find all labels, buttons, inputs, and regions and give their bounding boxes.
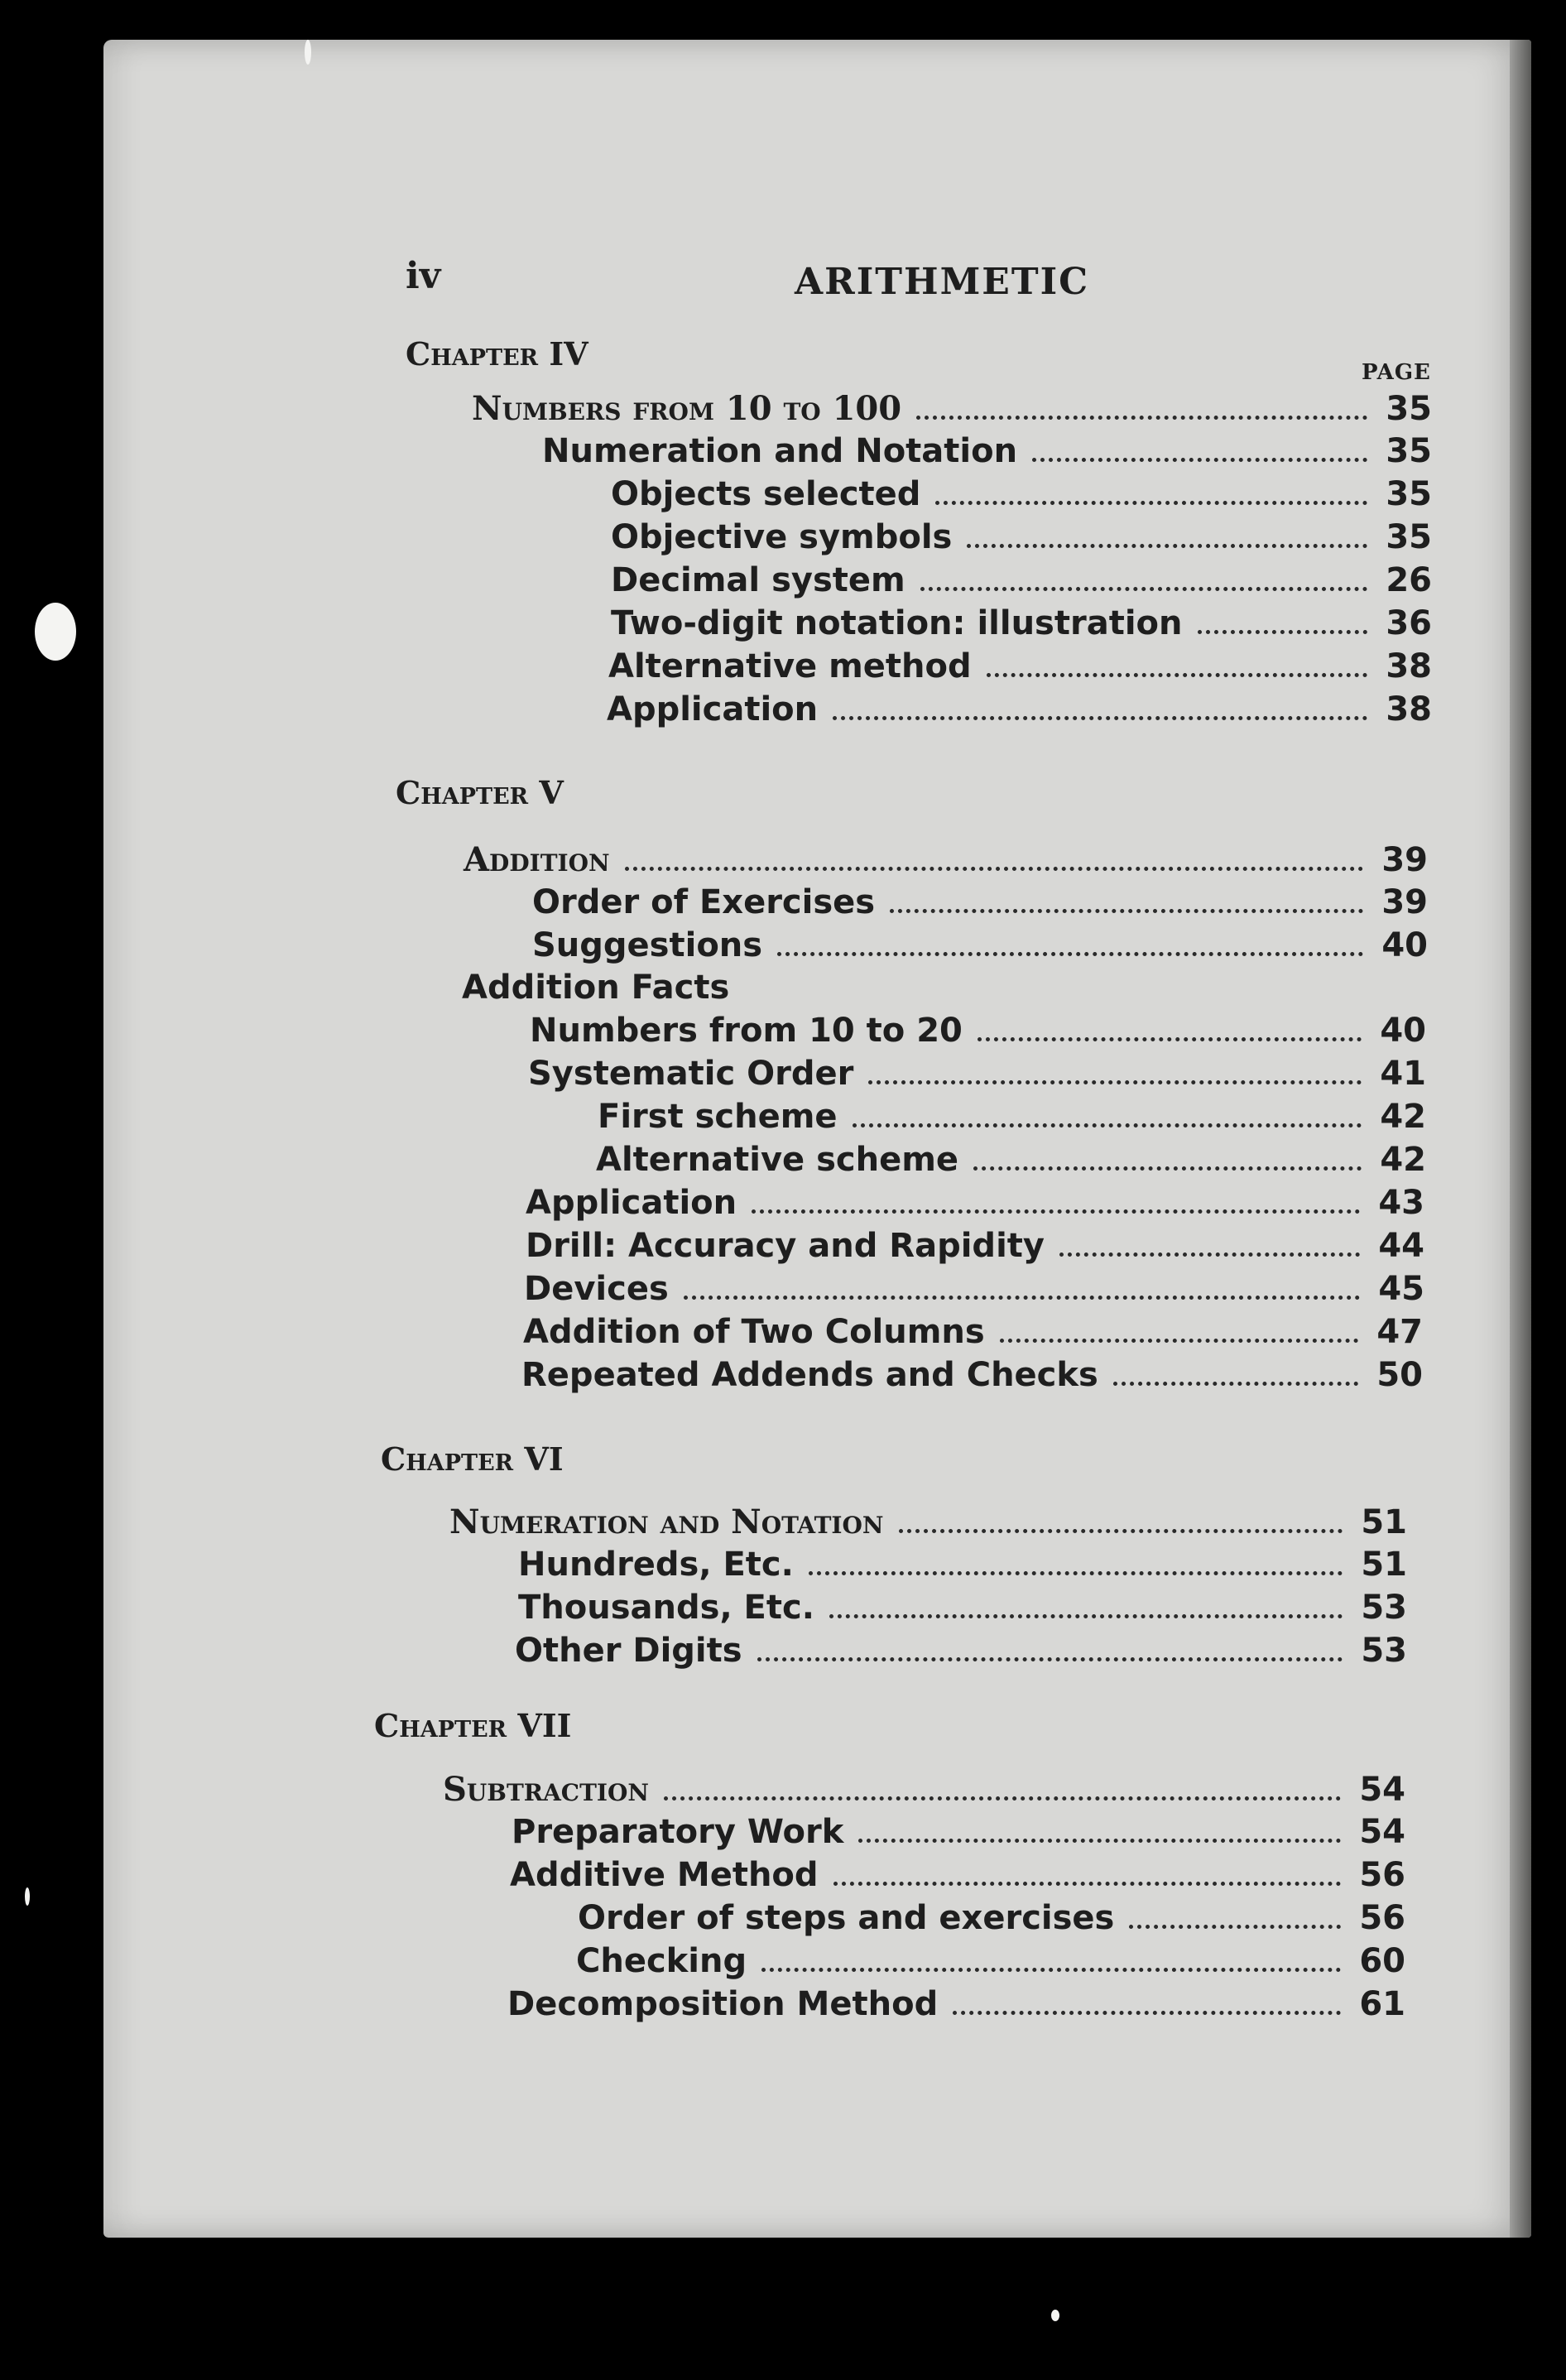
toc-entry-label: Decomposition Method	[507, 1985, 939, 2023]
dot-leader	[890, 909, 1363, 913]
dot-leader	[752, 1209, 1360, 1214]
toc-entry-page: 35	[1386, 432, 1432, 470]
toc-entry[interactable]	[542, 432, 1432, 475]
running-title: ARITHMETIC	[795, 261, 1090, 303]
dot-leader	[625, 867, 1363, 871]
dot-leader	[757, 1657, 1343, 1661]
dot-leader	[916, 416, 1367, 420]
toc-entry[interactable]	[518, 1589, 1407, 1632]
toc-entry-label: Numbers from 10 to 100	[472, 389, 902, 428]
toc-entry-page: 38	[1386, 690, 1432, 728]
toc-entry-label: Drill: Accuracy and Rapidity	[526, 1227, 1045, 1265]
dot-leader	[809, 1571, 1343, 1575]
dot-leader	[953, 2011, 1341, 2015]
dot-leader	[1113, 1382, 1358, 1386]
toc-entry-label: Application	[607, 690, 819, 728]
chapter-heading: Chapter VII	[374, 1707, 572, 1744]
toc-entry-label: Numeration and Notation	[449, 1503, 884, 1541]
toc-entry-label: Order of Exercises	[532, 883, 876, 921]
toc-entry-page: 44	[1378, 1227, 1424, 1265]
toc-entry-page: 35	[1386, 475, 1432, 513]
toc-entry-page: 56	[1359, 1856, 1405, 1894]
page-number: iv	[406, 255, 441, 297]
toc-entry[interactable]	[576, 1942, 1405, 1985]
toc-entry-label: Checking	[576, 1942, 747, 1980]
toc-entry-label: Devices	[524, 1270, 669, 1308]
dot-leader	[967, 544, 1367, 548]
toc-entry-label: Addition Facts	[462, 969, 730, 1007]
page-edge-shadow	[1510, 40, 1531, 2238]
toc-entry-label: Alternative scheme	[596, 1141, 959, 1179]
toc-entry[interactable]	[611, 475, 1432, 518]
toc-entry-label: Application	[526, 1184, 737, 1222]
toc-entry-page: 53	[1361, 1589, 1407, 1627]
dot-leader	[1198, 630, 1368, 634]
toc-entry-label: Two-digit notation: illustration	[611, 604, 1183, 642]
scan-speck	[25, 1887, 30, 1906]
toc-entry-label: Order of steps and exercises	[578, 1899, 1115, 1937]
dot-leader	[1000, 1339, 1358, 1343]
dot-leader	[920, 587, 1367, 591]
toc-entry-page: 42	[1380, 1098, 1426, 1136]
toc-entry[interactable]	[611, 604, 1432, 647]
toc-entry-page: 35	[1386, 518, 1432, 556]
toc-entry-page: 47	[1376, 1313, 1423, 1351]
dot-leader	[777, 952, 1363, 956]
toc-entry-page: 42	[1380, 1141, 1426, 1179]
toc-entry-page: 56	[1359, 1899, 1405, 1937]
toc-entry[interactable]	[526, 1227, 1424, 1270]
toc-entry-page: 35	[1386, 390, 1432, 428]
toc-entry-page: 40	[1381, 926, 1428, 964]
toc-entry-label: Systematic Order	[528, 1055, 854, 1093]
toc-entry[interactable]	[598, 1098, 1426, 1141]
dot-leader	[684, 1296, 1360, 1300]
toc-entry-page: 39	[1381, 883, 1428, 921]
toc-entry-page: 38	[1386, 647, 1432, 685]
toc-entry-page: 40	[1380, 1012, 1426, 1050]
dot-leader	[833, 716, 1367, 720]
toc-entry-label: Preparatory Work	[512, 1813, 844, 1851]
toc-entry-label: Numeration and Notation	[542, 432, 1018, 470]
toc-entry[interactable]	[608, 647, 1432, 690]
dot-leader	[1059, 1253, 1360, 1257]
toc-entry[interactable]	[449, 1503, 1407, 1546]
toc-entry[interactable]	[528, 1055, 1426, 1098]
toc-entry-label: Objective symbols	[611, 518, 953, 556]
scan-speck	[35, 603, 76, 661]
chapter-heading: Chapter IV	[406, 335, 588, 373]
toc-entry-page: 53	[1361, 1632, 1407, 1670]
toc-entry[interactable]	[524, 1270, 1424, 1313]
toc-entry-label: Suggestions	[532, 926, 763, 964]
toc-entry-label: Additive Method	[510, 1856, 819, 1894]
toc-entry[interactable]	[523, 1313, 1423, 1356]
toc-entry-page: 43	[1378, 1184, 1424, 1222]
toc-entry-label: Addition of Two Columns	[523, 1313, 985, 1351]
toc-entry[interactable]	[510, 1856, 1405, 1899]
dot-leader	[935, 501, 1367, 505]
dot-leader	[853, 1123, 1362, 1127]
toc-entry-label: Hundreds, Etc.	[518, 1546, 794, 1584]
toc-entry-page: 45	[1378, 1270, 1424, 1308]
toc-entry-label: Thousands, Etc.	[518, 1589, 814, 1627]
toc-entry-label: Alternative method	[608, 647, 972, 685]
toc-entry[interactable]	[596, 1141, 1426, 1184]
toc-entry[interactable]	[607, 690, 1432, 733]
dot-leader	[833, 1882, 1341, 1886]
toc-entry-label: Other Digits	[515, 1632, 742, 1670]
dot-leader	[899, 1529, 1343, 1533]
dot-leader	[858, 1839, 1341, 1843]
toc-entry-label: First scheme	[598, 1098, 838, 1136]
toc-entry[interactable]	[462, 969, 1428, 1012]
toc-entry-label: Repeated Addends and Checks	[521, 1356, 1098, 1394]
toc-entry[interactable]	[532, 883, 1428, 926]
toc-entry-label: Numbers from 10 to 20	[530, 1012, 963, 1050]
toc-entry-page: 61	[1359, 1985, 1405, 2023]
toc-entry[interactable]	[443, 1770, 1405, 1813]
toc-entry-label: Subtraction	[443, 1770, 650, 1809]
toc-entry[interactable]	[515, 1632, 1407, 1675]
dot-leader	[761, 1968, 1341, 1972]
scan-speck	[305, 40, 311, 65]
toc-entry[interactable]	[611, 518, 1432, 561]
toc-entry[interactable]	[530, 1012, 1426, 1055]
page-column-label: PAGE	[1362, 360, 1431, 385]
dot-leader	[973, 1166, 1362, 1171]
dot-leader	[829, 1614, 1343, 1618]
toc-entry[interactable]	[521, 1356, 1423, 1399]
dot-leader	[1032, 458, 1367, 462]
chapter-heading: Chapter VI	[381, 1440, 564, 1478]
toc-entry[interactable]	[526, 1184, 1424, 1227]
dot-leader	[1129, 1925, 1341, 1929]
toc-entry[interactable]	[532, 926, 1428, 969]
toc-entry-page: 51	[1361, 1546, 1407, 1584]
dot-leader	[664, 1796, 1341, 1801]
toc-entry-page: 54	[1359, 1771, 1405, 1809]
dot-leader	[987, 673, 1367, 677]
toc-entry[interactable]	[578, 1899, 1405, 1942]
toc-entry[interactable]	[464, 840, 1428, 883]
toc-entry-page: 51	[1361, 1503, 1407, 1541]
toc-entry-label: Objects selected	[611, 475, 921, 513]
toc-entry-label: Decimal system	[611, 561, 905, 599]
toc-entry[interactable]	[512, 1813, 1405, 1856]
toc-entry-page: 36	[1386, 604, 1432, 642]
toc-entry[interactable]	[472, 389, 1432, 432]
toc-entry-page: 41	[1380, 1055, 1426, 1093]
toc-entry[interactable]	[611, 561, 1432, 604]
dot-leader	[978, 1037, 1362, 1041]
toc-entry[interactable]	[507, 1985, 1405, 2028]
toc-entry-page: 50	[1376, 1356, 1423, 1394]
toc-entry-page: 39	[1381, 841, 1428, 879]
toc-entry-page: 26	[1386, 561, 1432, 599]
toc-entry-label: Addition	[464, 840, 610, 879]
toc-entry-page: 60	[1359, 1942, 1405, 1980]
chapter-heading: Chapter V	[396, 774, 564, 811]
scan-speck	[1051, 2310, 1059, 2321]
toc-entry[interactable]	[518, 1546, 1407, 1589]
toc-entry-page: 54	[1359, 1813, 1405, 1851]
dot-leader	[868, 1080, 1362, 1084]
